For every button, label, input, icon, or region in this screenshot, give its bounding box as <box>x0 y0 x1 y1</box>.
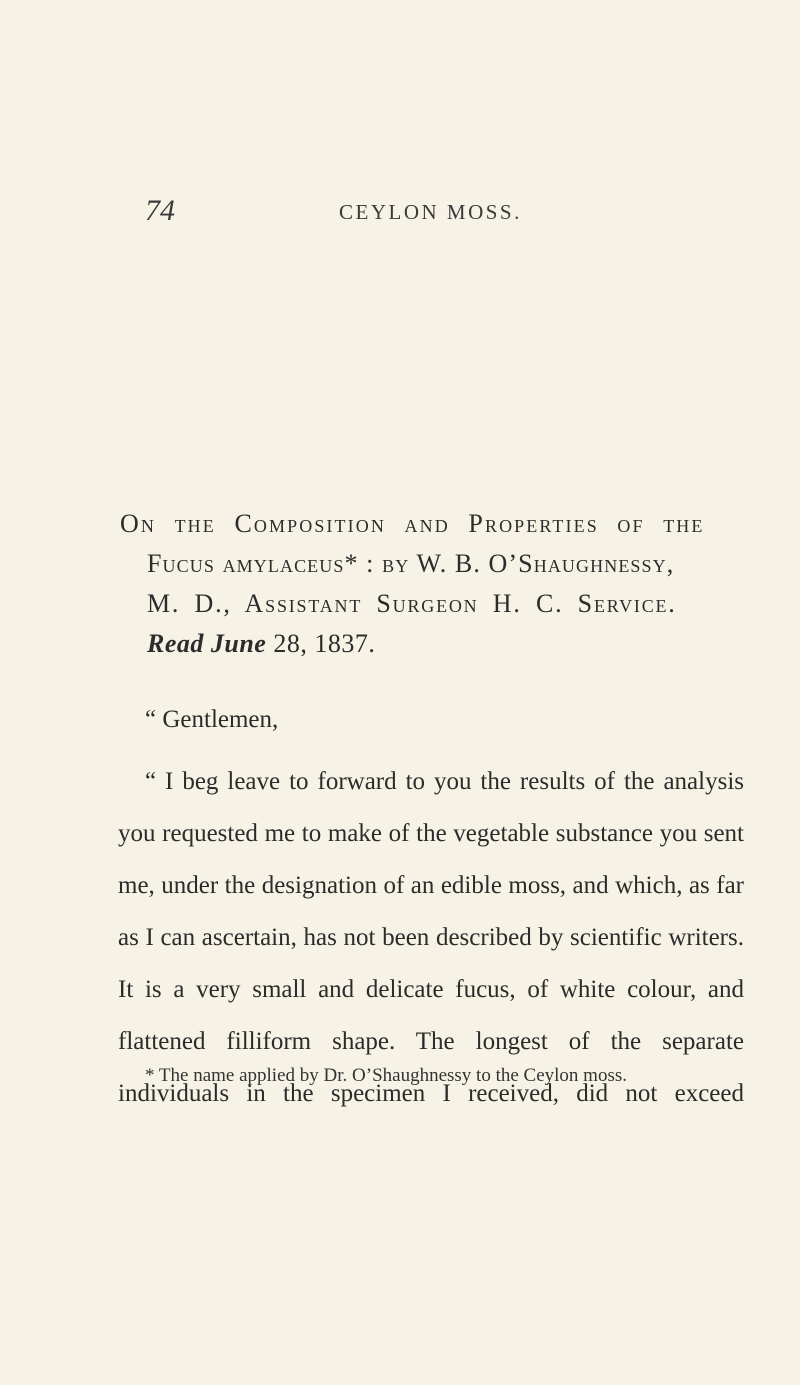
running-head <box>145 194 745 234</box>
footnote <box>118 1063 744 1089</box>
running-title: CEYLON MOSS. <box>339 200 522 224</box>
page-number: 74 <box>145 194 175 227</box>
footnote-text: * The name applied by Dr. O’Shaughnessy to the Ceylon moss. <box>145 1065 627 1086</box>
salutation: “ Gentlemen, <box>145 706 279 733</box>
heading-line-1: On the Composition and Properties of the <box>120 509 705 538</box>
body-text <box>118 694 744 1120</box>
read-date-line <box>120 624 740 664</box>
heading-line-2: Fucus amylaceus* : by W. B. O’Shaughnessy, <box>147 549 675 578</box>
body-paragraph: “ I beg leave to forward to you the results of the analysis you requested me to make of the vegetable substance you sent me, under the designation of an edible moss, and which, as far as I can ascertain, has not been described by scientific writers. It is a very small and delicate fucus, of white colour, and flattened filliform shape. The longest of the separate individuals in the specimen I received, did not exceed <box>118 768 744 1107</box>
read-date: 28, 1837. <box>273 629 376 658</box>
read-label: Read June <box>147 629 267 658</box>
heading-line-3: M. D., Assistant Surgeon H. C. Service. <box>147 589 677 618</box>
article-heading <box>120 504 740 664</box>
